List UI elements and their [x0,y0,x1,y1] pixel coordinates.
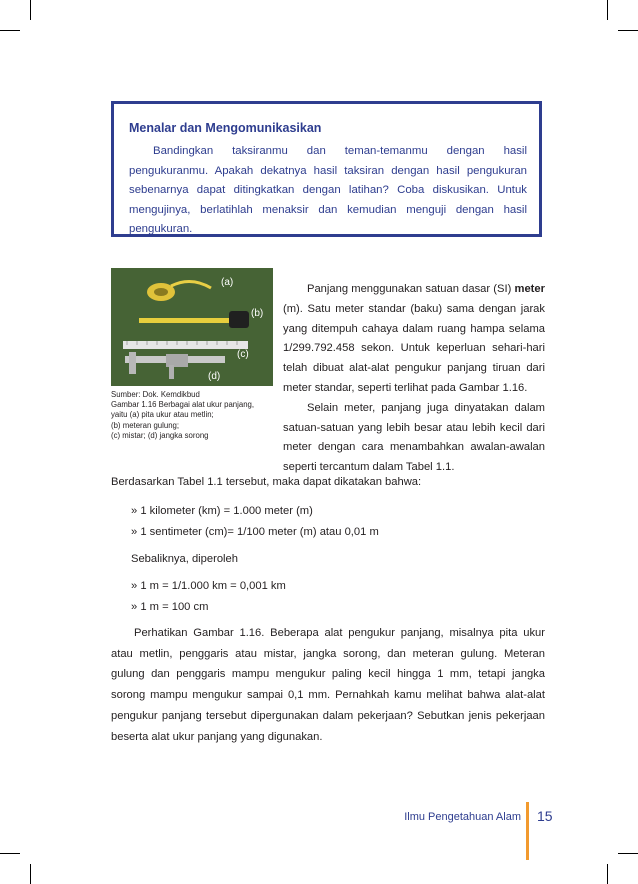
caption-line: (b) meteran gulung; [111,420,180,430]
caption-source: Sumber: Dok. Kemdikbud [111,390,200,399]
meter-term: meter [514,283,545,295]
measuring-tools-illustration [111,268,273,386]
body-paragraph: Perhatikan Gambar 1.16. Beberapa alat pengukur panjang, misalnya pita ukur atau metlin, penggaris atau mistar, jangka sorong, dan meteran gulung. Meteran gulung dan penggaris mampu mengukur paling kecil hingga 1 mm, tetapi jangka sorong mampu mengukur sampai 0,1 mm. Pernahkah kamu melihat bahwa alat-alat pengukur panjang tersebut dipergunakan dalam pekerjaan? Sebutkan jenis pekerjaan beserta alat ukur panjang yang digunakan. [111,627,545,743]
crop-mark [607,864,608,884]
caption-line: Gambar 1.16 Berbagai alat ukur panjang, [111,400,255,410]
page-number: 15 [537,808,553,824]
crop-mark [30,864,31,884]
list-item: » 1 kilometer (km) = 1.000 meter (m) [131,505,313,517]
label-b: (b) [251,308,264,319]
label-c: (c) [237,349,249,360]
crop-mark [607,0,608,20]
sebaliknya-text: Sebaliknya, diperoleh [131,553,238,565]
paragraph-units: Selain meter, panjang juga dinyatakan dalam satuan-satuan yang lebih besar atau lebih kecil dari meter dengan cara menambahkan awalan-awalan seperti tercantum dalam Tabel 1.1. [283,401,545,474]
right-column [283,280,545,478]
paragraph-meter: Panjang menggunakan satuan dasar (SI) meter (m). Satu meter standar (baku) sama dengan jarak yang ditempuh cahaya dalam ruang hampa selama 1/299.792.458 sekon. Untuk keperluan sehari-hari telah dibuat alat-alat pengukur panjang tiruan dari meter standar, seperti terlihat pada Gambar 1.16. [283,283,545,394]
crop-mark [0,30,20,31]
footer-divider [526,802,529,860]
label-a: (a) [221,277,234,288]
caption-line: yaitu (a) pita ukur atau metlin; [111,410,214,420]
crop-mark [0,853,20,854]
continuation-text: Berdasarkan Tabel 1.1 tersebut, maka dapat dikatakan bahwa: [111,476,422,488]
figure-caption [111,390,281,441]
box-title: Menalar dan Mengomunikasikan [129,121,322,135]
measuring-tools-photo [111,268,273,386]
list-item: » 1 m = 100 cm [131,601,209,613]
caption-line: (c) mistar; (d) jangka sorong [111,430,209,440]
box-body: Bandingkan taksiranmu dan teman-temanmu dengan hasil pengukuranmu. Apakah dekatnya hasil taksiran dengan hasil pengukuran sebenarnya dapat ditingkatkan dengan latihan? Coba diskusikan. Untuk mengujinya, berlatihlah menaksir dan kemudian menguji dengan hasil pengukuran. [129,145,527,235]
crop-mark [30,0,31,20]
footer-subject: Ilmu Pengetahuan Alam [404,811,521,823]
list-item: » 1 m = 1/1.000 km = 0,001 km [131,580,286,592]
crop-mark [618,30,638,31]
label-d: (d) [208,371,221,382]
list-item: » 1 sentimeter (cm)= 1/100 meter (m) atau 0,01 m [131,526,379,538]
crop-mark [618,853,638,854]
